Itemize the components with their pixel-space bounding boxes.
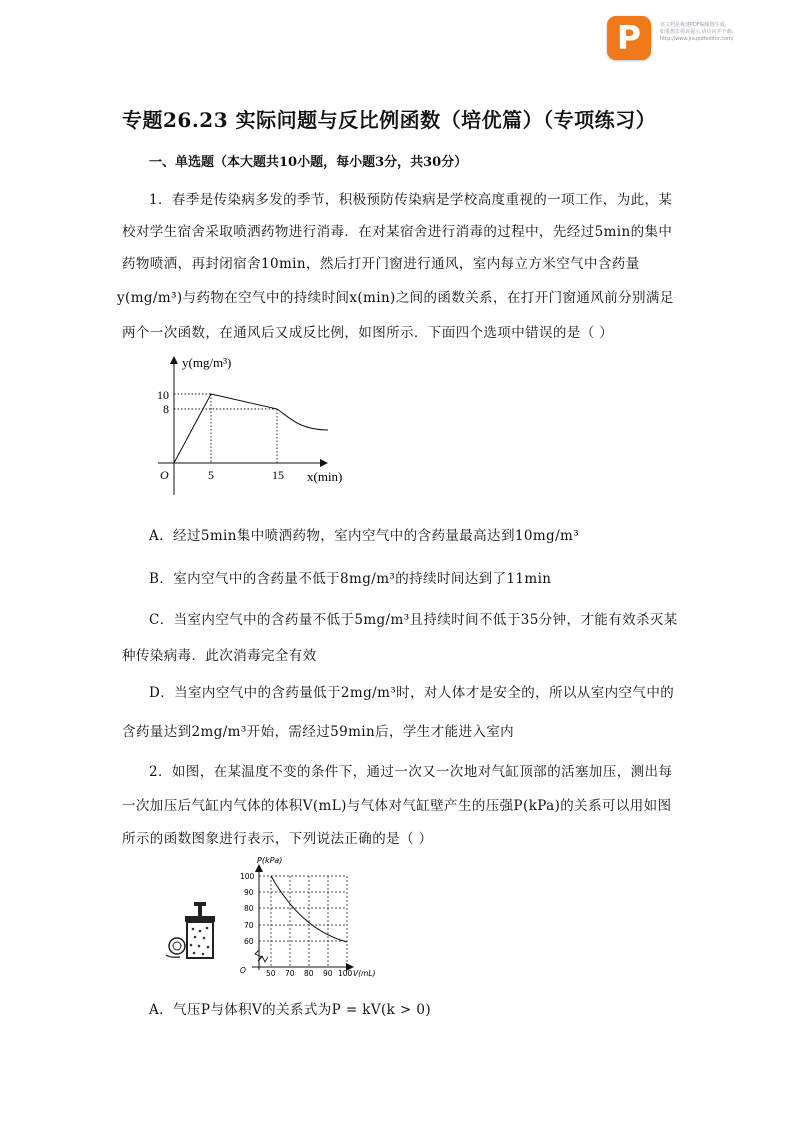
q1-line: 药物喷洒，再封闭宿舍10min，然后打开门窗进行通风，室内每立方米空气中含药量 [122, 256, 640, 272]
q2-xtick: 50 [266, 969, 276, 977]
section-heading: 一、单选题（本大题共10小题，每小题3分，共30分） [149, 155, 468, 170]
page-title: 专题26.23 实际问题与反比例函数（培优篇）（专项练习） [122, 108, 657, 132]
q1-option-a: A．经过5min集中喷洒药物，室内空气中的含药量最高达到10mg/m³ [149, 528, 580, 544]
q1-ytick-8: 8 [163, 402, 169, 416]
q2-ytick: 100 [240, 872, 255, 881]
piston-cylinder-illustration [160, 900, 220, 965]
q2-ytick: 80 [244, 904, 254, 913]
watermark-line: 该文档是极速PDF编辑器生成, [660, 22, 727, 28]
q2-ytick: 60 [244, 937, 254, 946]
q2-ytick: 90 [244, 888, 254, 897]
q1-line: 1．春季是传染病多发的季节，积极预防传染病是学校高度重视的一项工作，为此，某 [149, 192, 673, 208]
q1-inverse-curve [277, 409, 328, 430]
q2-xtick: 100 [338, 969, 353, 977]
q2-xtick: 90 [323, 969, 333, 977]
q1-function-curve [174, 394, 277, 463]
q1-option-c-continued: 种传染病毒．此次消毒完全有效 [122, 648, 317, 664]
q1-xtick-5: 5 [208, 468, 214, 482]
q2-line: 一次加压后气缸内气体的体积V(mL)与气体对气缸壁产生的压强P(kPa)的关系可以用如图 [122, 798, 672, 814]
q1-line: y(mg/m³)与药物在空气中的持续时间x(min)之间的函数关系，在打开门窗通风前分别满足 [117, 290, 674, 306]
watermark-line: 如果想去掉该提示,请访问并下载: [660, 29, 734, 35]
q1-ytick-10: 10 [157, 388, 169, 402]
q1-option-d: D．当室内空气中的含药量低于2mg/m³时，对人体才是安全的，所以从室内空气中的 [149, 685, 675, 701]
q1-line: 校对学生宿舍采取喷洒药物进行消毒．在对某宿舍进行消毒的过程中，先经过5min的集中 [122, 224, 673, 240]
pdf-editor-logo [607, 16, 651, 60]
q1-origin: O [160, 468, 169, 482]
q2-y-label: P(kPa) [257, 856, 283, 865]
watermark-url: http://www.jisupdfeditor.com/ [660, 36, 734, 42]
q2-graph [232, 852, 392, 977]
q1-x-label: x(min) [307, 469, 343, 484]
logo-letter: P [616, 18, 642, 57]
q2-xtick: 70 [285, 969, 295, 977]
q1-option-d-continued: 含药量达到2mg/m³开始，需经过59min后，学生才能进入室内 [122, 724, 515, 740]
q2-line: 2．如图，在某温度不变的条件下，通过一次又一次地对气缸顶部的活塞加压，测出每 [149, 764, 673, 780]
q1-option-b: B．室内空气中的含药量不低于8mg/m³的持续时间达到了11min [149, 571, 552, 587]
watermark-note [660, 22, 790, 43]
q2-x-label: V(mL) [353, 969, 376, 977]
q2-origin: O [240, 966, 246, 975]
q1-line: 两个一次函数，在通风后又成反比例，如图所示．下面四个选项中错误的是（ ） [122, 325, 614, 341]
q2-ytick: 70 [244, 921, 254, 930]
q1-option-c: C．当室内空气中的含药量不低于5mg/m³且持续时间不低于35分钟，才能有效杀灭某 [149, 612, 678, 628]
q2-line: 所示的函数图象进行表示，下列说法正确的是（ ） [122, 831, 433, 847]
q1-y-label: y(mg/m³) [182, 355, 232, 370]
q2-option-a: A．气压P与体积V的关系式为P = kV(k > 0) [149, 1002, 431, 1018]
q1-xtick-15: 15 [272, 468, 284, 482]
q1-graph [140, 350, 370, 500]
q2-xtick: 80 [304, 969, 314, 977]
